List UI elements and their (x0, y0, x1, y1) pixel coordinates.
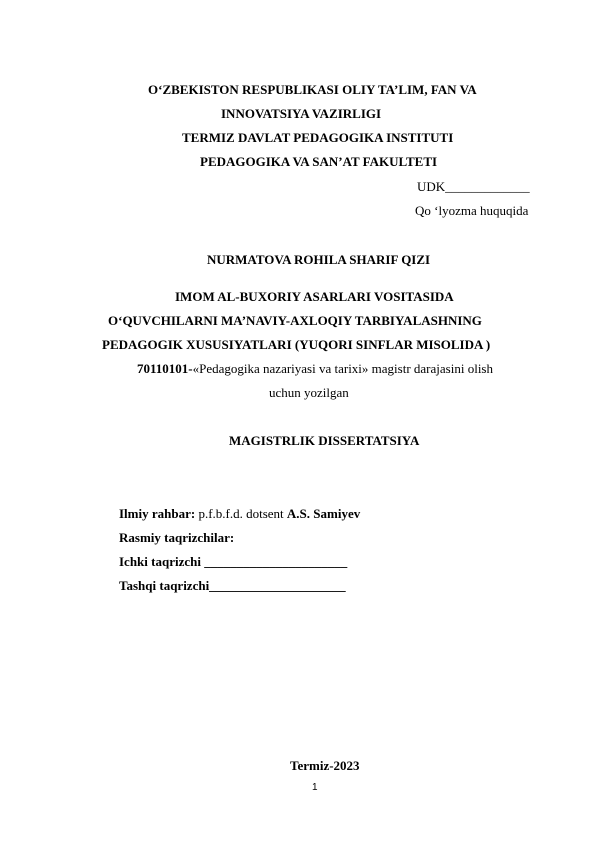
supervisor-title: p.f.b.f.d. dotsent (195, 506, 287, 521)
thesis-title-line-1: IMOM AL-BUXORIY ASARLARI VOSITASIDA (175, 289, 454, 304)
external-reviewer: Tashqi taqrizchi_____________________ (119, 578, 346, 593)
rights-note: Qo ‘lyozma huquqida (415, 203, 529, 218)
degree-line-2: uchun yozilgan (269, 385, 349, 400)
document-type: MAGISTRLIK DISSERTATSIYA (229, 433, 420, 448)
supervisor-label: Ilmiy rahbar: (119, 506, 196, 521)
udk-field: UDK_____________ (417, 179, 530, 194)
supervisor-line (119, 506, 360, 522)
degree-description: «Pedagogika nazariyasi va tarixi» magistr darajasini olish (192, 361, 493, 376)
reviewers-heading: Rasmiy taqrizchilar: (119, 530, 235, 545)
ministry-line-1: O‘ZBEKISTON RESPUBLIKASI OLIY TA’LIM, FAN VA (148, 82, 477, 97)
thesis-title-line-3: PEDAGOGIK XUSUSIYATLARI (YUQORI SINFLAR MISOLIDA ) (102, 337, 491, 352)
ministry-line-2: INNOVATSIYA VAZIRLIGI (221, 106, 382, 121)
degree-line (137, 361, 493, 377)
page-number: 1 (312, 782, 318, 793)
thesis-title-line-2: O‘QUVCHILARNI MA’NAVIY-AXLOQIY TARBIYALASHNING (108, 313, 482, 328)
place-year: Termiz-2023 (290, 758, 360, 773)
internal-reviewer: Ichki taqrizchi ______________________ (119, 554, 348, 569)
author-name: NURMATOVA ROHILA SHARIF QIZI (207, 252, 431, 267)
specialty-code: 70110101- (137, 361, 193, 376)
faculty-name: PEDAGOGIKA VA SAN’AT FAKULTETI (200, 154, 438, 169)
supervisor-name: A.S. Samiyev (286, 506, 361, 521)
institute-name: TERMIZ DAVLAT PEDAGOGIKA INSTITUTI (182, 130, 454, 145)
